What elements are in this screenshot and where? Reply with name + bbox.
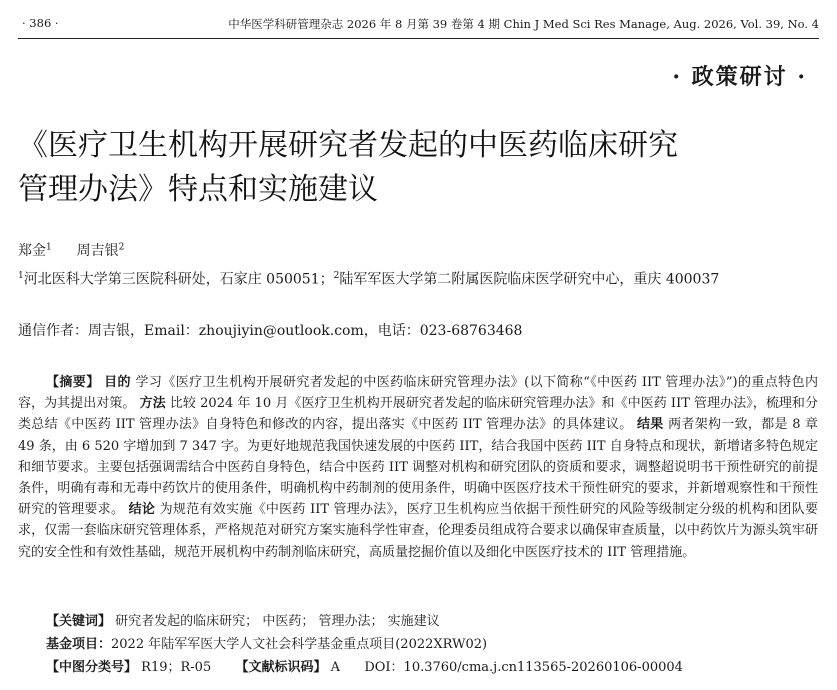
abstract-label: 【摘要】 [46,375,100,390]
header-rule [18,38,819,39]
journal-info: 中华医学科研管理杂志 2026 年 8 月第 39 卷第 4 期 Chin J Med Sci Res Manage, Aug. 2026, Vol. 39, No. 4 [228,17,819,31]
fund-line [18,633,837,652]
article-title [18,124,818,212]
affil-1-mark: 1 [18,271,24,281]
corresponding-author: 通信作者：周吉银，Email：zhoujiyin@outlook.com，电话：023-68763468 [18,323,523,339]
doc-code-label: 【文献标识码】 [235,660,327,675]
conclusion-text: 为规范有效实施《中医药 IIT 管理办法》，医疗卫生机构应当依据干预性研究的风险等级制定分级的机构和团队要求，仅需一套临床研究管理体系，严格规范对研究方案实施科学性审查，伦理委员组成符合要求以确保审查质量，以中药饮片为源头筑牢研究的安全性和有效性基础，规范开展机构中药制剂临床研究，高质量挖掘价值以及细化中医医疗技术的 IIT 管理措施。 [18,502,818,560]
author-2-affil-mark: 2 [118,242,125,253]
title-line-1: 《医疗卫生机构开展研究者发起的中医药临床研究 [18,128,678,163]
methods-text: 比较 2024 年 10 月《医疗卫生机构开展研究者发起的临床研究管理办法》和《中医药 IIT 管理办法》，梳理和分类总结《中医药 IIT 管理办法》自身特色和修改的内容，提出落实《中医药 IIT 管理办法》的具体建议。 [18,396,818,433]
title-line-2: 管理办法》特点和实施建议 [18,172,378,207]
keyword-item: 中医药； [262,614,315,629]
conclusion-label: 结论 [128,502,156,518]
affil-2: 陆军军医大学第二附属医院临床医学研究中心，重庆 400037 [339,271,720,288]
affiliations [18,264,818,292]
doc-code-value: A [330,660,341,675]
running-header [18,16,819,40]
author-2: 周吉银 [76,243,119,259]
keyword-item: 实施建议 [387,614,440,629]
page-number: · 386 · [22,16,59,30]
doi: DOI：10.3760/cma.j.cn113565-20260106-00004 [364,660,683,675]
results-text: 两者架构一致，都是 8 章 49 条，由 6 520 字增加到 7 347 字。为更好地规范我国快速发展的中医药 IIT，结合我国中医药 IIT 自身特点和现状，新增诸多特色规定和细节要求。主要包括强调需结合中医药自身特色，结合中医药 IIT 调整对机构和研究团队的资质和要求，调整超说明书干预性研究的前提条件，明确有毒和无毒中药饮片的使用条件，明确机构中药制剂的使用条件，明确中医医疗技术干预性研究的要求，并新增观察性和干预性研究的管理要求。 [18,417,818,518]
objective-text: 学习《医疗卫生机构开展研究者发起的中医药临床研究管理办法》(以下简称“《中医药 IIT 管理办法》”)的重点特色内容，为其提出对策。 [18,375,818,412]
keyword-item: 管理办法； [318,614,384,629]
clc-label: 【中图分类号】 [46,660,138,675]
affil-2-mark: 2 [333,271,340,281]
results-label: 结果 [637,417,664,433]
fund-text: 2022 年陆军军医大学人文社会科学基金重点项目(2022XRW02) [111,637,488,652]
author-list [18,240,124,260]
objective-label: 目的 [104,375,131,390]
author-1-affil-mark: 1 [46,242,52,253]
abstract [18,372,818,563]
affil-1: 河北医科大学第三医院科研处，石家庄 050051； [23,271,334,288]
fund-label: 基金项目： [46,637,112,652]
clc-value: R19；R-05 [141,660,212,675]
methods-label: 方法 [139,396,166,412]
author-1: 郑金 [18,243,46,259]
classification-line [18,656,837,675]
keyword-item: 研究者发起的临床研究； [115,614,259,629]
column-heading: · 政策研讨 · [672,64,807,90]
keywords-label: 【关键词】 [46,614,112,629]
keywords [18,610,837,629]
